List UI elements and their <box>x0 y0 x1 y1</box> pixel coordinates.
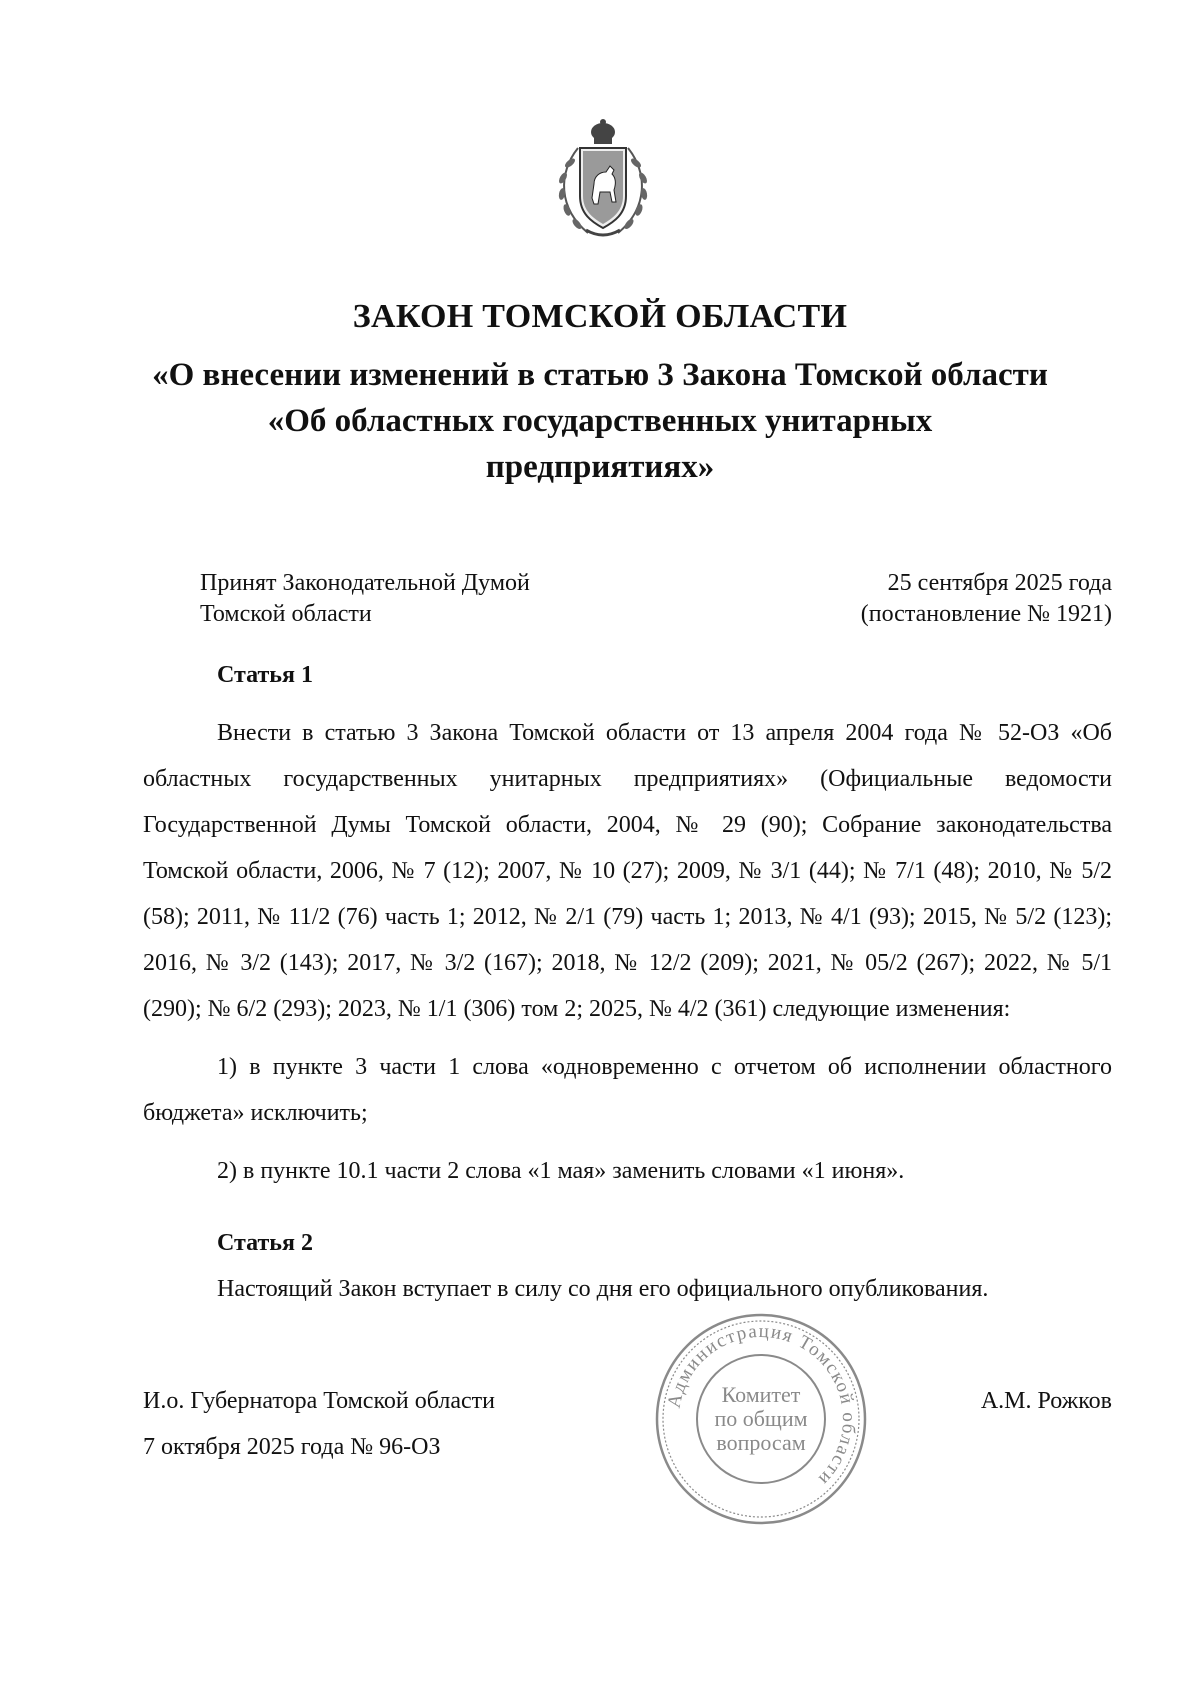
article-1-heading: Статья 1 <box>217 662 313 688</box>
law-title: ЗАКОН ТОМСКОЙ ОБЛАСТИ <box>352 298 848 335</box>
stamp-center-line2: по общим <box>714 1406 808 1431</box>
stamp-center-line3: вопросам <box>716 1430 806 1455</box>
official-stamp <box>652 1310 870 1528</box>
signatory-position: И.о. Губернатора Томской области <box>143 1388 495 1414</box>
article-2-heading: Статья 2 <box>217 1230 313 1256</box>
adoption-date <box>861 568 1112 630</box>
article-1-intro: Внести в статью 3 Закона Томской области от 13 апреля 2004 года № 52-ОЗ «Об областных государственных унитарных предприятиях» (Официальные ведомости Государственной Думы Томской области, 2004, № 29 (90); Собрание законодательства Томской области, 2006, № 7 (12); 2007, № 10 (27); 2009, № 3/1 (44); № 7/1 (48); 2010, № 5/2 (58); 2011, № 11/2 (76) часть 1; 2012, № 2/1 (79) часть 1; 2013, № 4/1 (93); 2015, № 5/2 (123); 2016, № 3/2 (143); 2017, № 3/2 (167); 2018, № 12/2 (209); 2021, № 05/2 (267); 2022, № 5/1 (290); № 6/2 (293); 2023, № 1/1 (306) том 2; 2025, № 4/2 (361) следующие изменения: <box>143 720 1112 1022</box>
adoption-resolution-line: (постановление № 1921) <box>860 601 1112 627</box>
law-body <box>143 652 1112 1312</box>
article-1-item-1: 1) в пункте 3 части 1 слова «одновременно с отчетом об исполнении областного бюджета» исключить; <box>143 1054 1112 1126</box>
adoption-body <box>200 568 530 630</box>
stamp-center-line1: Комитет <box>721 1382 801 1407</box>
signatory-name: А.М. Рожков <box>980 1388 1112 1414</box>
article-2-text: Настоящий Закон вступает в силу со дня его официального опубликования. <box>217 1276 989 1302</box>
tomsk-coat-of-arms-icon <box>548 118 658 246</box>
adoption-body-line1: Принят Законодательной Думой <box>200 570 530 596</box>
law-date-number: 7 октября 2025 года № 96-ОЗ <box>143 1434 441 1460</box>
article-1-item-2: 2) в пункте 10.1 части 2 слова «1 мая» заменить словами «1 июня». <box>217 1158 905 1184</box>
adoption-date-line: 25 сентября 2025 года <box>887 570 1112 596</box>
signature-block <box>143 1378 495 1470</box>
adoption-body-line2: Томской области <box>200 601 372 627</box>
law-subtitle: «О внесении изменений в статью 3 Закона Томской области «Об областных государственных унитарных предприятиях» <box>152 357 1048 485</box>
stamp-ring-text: Администрация Томской области <box>663 1320 860 1491</box>
